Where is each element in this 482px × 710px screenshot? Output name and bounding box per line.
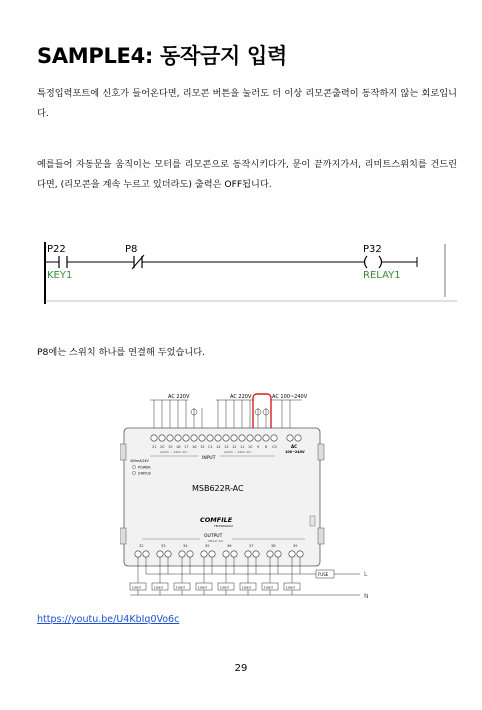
line-l-label: L xyxy=(364,571,368,578)
load-label: Load xyxy=(154,585,163,590)
out-number: 36 xyxy=(227,544,232,548)
load-label: Load xyxy=(286,585,295,590)
load-label: Load xyxy=(198,585,207,590)
out-number: 32 xyxy=(139,544,144,548)
input-range-a: (220V ~ 240V AC) xyxy=(160,450,188,454)
load-label: Load xyxy=(176,585,185,590)
term-number: 15 xyxy=(200,445,205,449)
wiring-diagram xyxy=(120,388,380,603)
contact-p22-address: P22 xyxy=(47,244,66,255)
brand-sub: TECHNOLOGY xyxy=(214,524,234,528)
term-number: 10 xyxy=(248,445,253,449)
coil-p32 xyxy=(365,256,382,268)
load-label: Load xyxy=(242,585,251,590)
top-terminal-left-label: 400mA/24V xyxy=(130,459,149,463)
input-label: INPUT xyxy=(202,456,216,461)
out-number: 34 xyxy=(183,544,188,548)
model-name: MSB622R-AC xyxy=(192,484,244,493)
contact-p22 xyxy=(59,256,67,268)
term-number: 16 xyxy=(192,445,197,449)
p8-note: P8에는 스위치 하나를 연결해 두었습니다. xyxy=(37,347,205,358)
page-number: 29 xyxy=(234,663,248,674)
term-number: 21 xyxy=(152,445,157,449)
page-title: SAMPLE4: 동작금지 입력 xyxy=(37,44,287,68)
term-number: 14 xyxy=(216,445,221,449)
out-number: 37 xyxy=(249,544,254,548)
intro-paragraph: 특정입력포트에 신호가 들어온다면, 리모콘 버튼을 눌러도 더 이상 리모콘출력이 동작하지 않는 회로입니다. xyxy=(37,88,457,119)
power-led-label: POWER xyxy=(138,465,151,470)
youtube-link[interactable]: https://youtu.be/U4KbIq0Vo6c xyxy=(37,614,180,625)
term-number: C1 xyxy=(208,445,213,449)
output-label: OUTPUT xyxy=(204,534,223,539)
term-number: 18 xyxy=(176,445,181,449)
ladder-diagram xyxy=(37,232,457,304)
status-led-label: STATUS xyxy=(138,471,151,476)
load-labels xyxy=(132,586,295,590)
term-number: 12 xyxy=(232,445,237,449)
coil-p32-address: P32 xyxy=(363,244,382,255)
term-number: 8 xyxy=(265,445,268,449)
input-range-b: (220V ~ 240V AC) xyxy=(224,450,252,454)
term-number: 11 xyxy=(240,445,245,449)
ac-in-label: AC xyxy=(291,444,298,449)
line-n-label: N xyxy=(364,593,369,600)
out-number: 33 xyxy=(161,544,166,548)
contact-p8-address: P8 xyxy=(125,244,138,255)
term-number: 19 xyxy=(168,445,173,449)
usb-port xyxy=(310,516,315,526)
load-label: Load xyxy=(220,585,229,590)
term-number: 9 xyxy=(257,445,260,449)
fuse-label: FUSE xyxy=(318,572,329,577)
term-number: C0 xyxy=(272,445,277,449)
example-paragraph: 예를들어 자동문을 움직이는 모터를 리모콘으로 동작시키다가, 문이 끝까지가서, 리미트스위치를 건드린다면, (리모콘을 계속 누르고 있더라도) 출력은 OFF됩니다. xyxy=(37,159,457,190)
brand-logo: COMFILE xyxy=(200,516,233,524)
load-label: Load xyxy=(132,585,141,590)
coil-p32-label: RELAY1 xyxy=(363,270,401,281)
contact-p22-label: KEY1 xyxy=(47,270,73,281)
term-number: 13 xyxy=(224,445,229,449)
ac-label-2: AC 220V xyxy=(230,394,252,400)
out-number: 38 xyxy=(271,544,276,548)
ac-label-1: AC 220V xyxy=(168,394,190,400)
term-number: 17 xyxy=(184,445,189,449)
out-number: 35 xyxy=(205,544,210,548)
output-sub: (RELAY 5A) xyxy=(208,539,224,543)
out-number: 39 xyxy=(293,544,298,548)
ac-label-3: AC 100~240V xyxy=(272,394,308,400)
load-label: Load xyxy=(264,585,273,590)
ac-in-range: 100~240V xyxy=(285,450,305,454)
term-number: 20 xyxy=(160,445,165,449)
